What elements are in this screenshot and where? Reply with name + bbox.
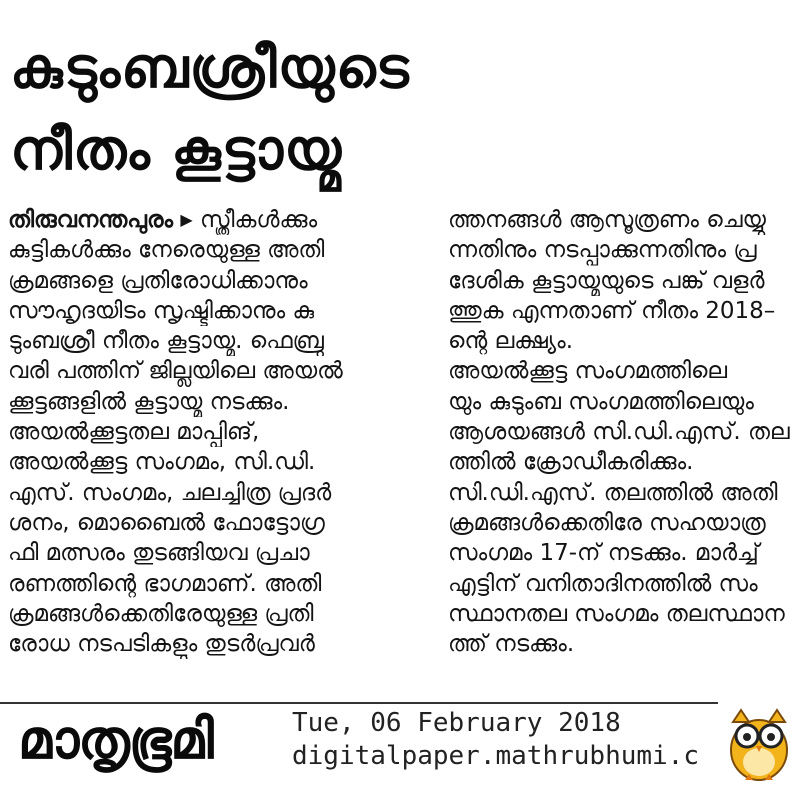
mathrubhumi-logo: മാതൃഭൂമി	[18, 708, 213, 771]
article-line: അയൽക്കൂട്ട സംഗമത്തിലെ	[448, 358, 728, 385]
article-line: സൗഹൃദയിടം സൃഷ്ടിക്കാനും കു	[8, 297, 315, 324]
article-line: ത്ത് നടക്കും.	[448, 631, 575, 658]
article-line: വരി പത്തിന് ജില്ലയിലെ അയൽ	[8, 358, 343, 385]
article-line: സ്ഥാനതല സംഗമം തലസ്ഥാന	[448, 600, 785, 627]
article-line: യും കുടുംബ സംഗമത്തിലെയും	[448, 388, 754, 415]
article-line: ന്നതിനും നടപ്പാക്കുന്നതിനും പ്ര	[448, 237, 757, 264]
article-column-1	[8, 205, 418, 659]
article-line: സി.ഡി.എസ്. തലത്തിൽ അതി	[448, 479, 778, 506]
article-line: എട്ടിന് വനിതാദിനത്തിൽ സം	[448, 570, 758, 597]
headline-line-1: കുടുംബശ്രീയുടെ	[10, 36, 410, 101]
footer-divider	[0, 702, 718, 704]
article-line: ത്തുക എന്നതാണ് നീതം 2018–	[448, 297, 776, 324]
article-line: ശനം, മൊബൈൽ ഫോട്ടോഗ്ര	[8, 509, 325, 536]
article-line: ത്തനങ്ങൾ ആസൂത്രണം ചെയ്യു	[448, 207, 766, 233]
dateline: തിരുവനന്തപുരം	[8, 207, 174, 233]
article-line: കുട്ടികൾക്കും നേരെയുള്ള അതി	[8, 237, 325, 264]
publication-date: Tue, 06 February 2018	[292, 708, 621, 738]
article-line: രണത്തിന്റെ ഭാഗമാണ്. അതി	[8, 570, 322, 597]
article-line	[8, 205, 418, 235]
article-line: അയൽക്കൂട്ട സംഗമം, സി.ഡി.	[8, 449, 316, 476]
article-body	[0, 205, 800, 695]
article-line: ടുംബശ്രീ നീതം കൂട്ടായ്മ. ഫെബ്രു	[8, 328, 324, 355]
headline-line-2: നീതം കൂട്ടായ്മ	[10, 118, 343, 183]
article-line: ഫി മത്സരം തുടങ്ങിയവ പ്രചാ	[8, 540, 310, 567]
article-line: ന്റെ ലക്ഷ്യം.	[448, 328, 573, 355]
article-line: ആശയങ്ങൾ സി.ഡി.എസ്. തല	[448, 419, 790, 446]
headline	[10, 28, 790, 192]
article-line: എസ്. സംഗമം, ചലച്ചിത്ര പ്രദർ	[8, 479, 332, 506]
source-url: digitalpaper.mathrubhumi.c	[292, 741, 699, 771]
article-line: അയൽക്കൂട്ടതല മാപ്പിങ്,	[8, 419, 260, 446]
article-column-2	[448, 205, 800, 659]
owl-mascot-icon	[723, 700, 795, 784]
article-line-text: സ്ത്രീകൾക്കും	[192, 207, 318, 233]
article-line: ക്രമങ്ങളെ പ്രതിരോധിക്കാനും	[8, 267, 308, 294]
article-line: ദേശിക കൂട്ടായ്മയുടെ പങ്ക് വളർ	[448, 267, 765, 294]
article-line: ത്തിൽ ക്രോഡീകരിക്കും.	[448, 449, 694, 476]
article-line: രോധ നടപടികളും തുടർപ്രവർ	[8, 631, 315, 658]
article-line: ക്കൂട്ടങ്ങളിൽ കൂട്ടായ്മ നടക്കും.	[8, 388, 290, 415]
arrow-right-icon: ▶	[180, 210, 193, 229]
article-line: സംഗമം 17-ന് നടക്കും. മാർച്ച്	[448, 540, 759, 567]
article-line: ക്രമങ്ങൾക്കെതിരേയുള്ള പ്രതി	[8, 600, 314, 627]
article-line: ക്രമങ്ങൾക്കെതിരേ സഹയാത്ര	[448, 509, 766, 536]
